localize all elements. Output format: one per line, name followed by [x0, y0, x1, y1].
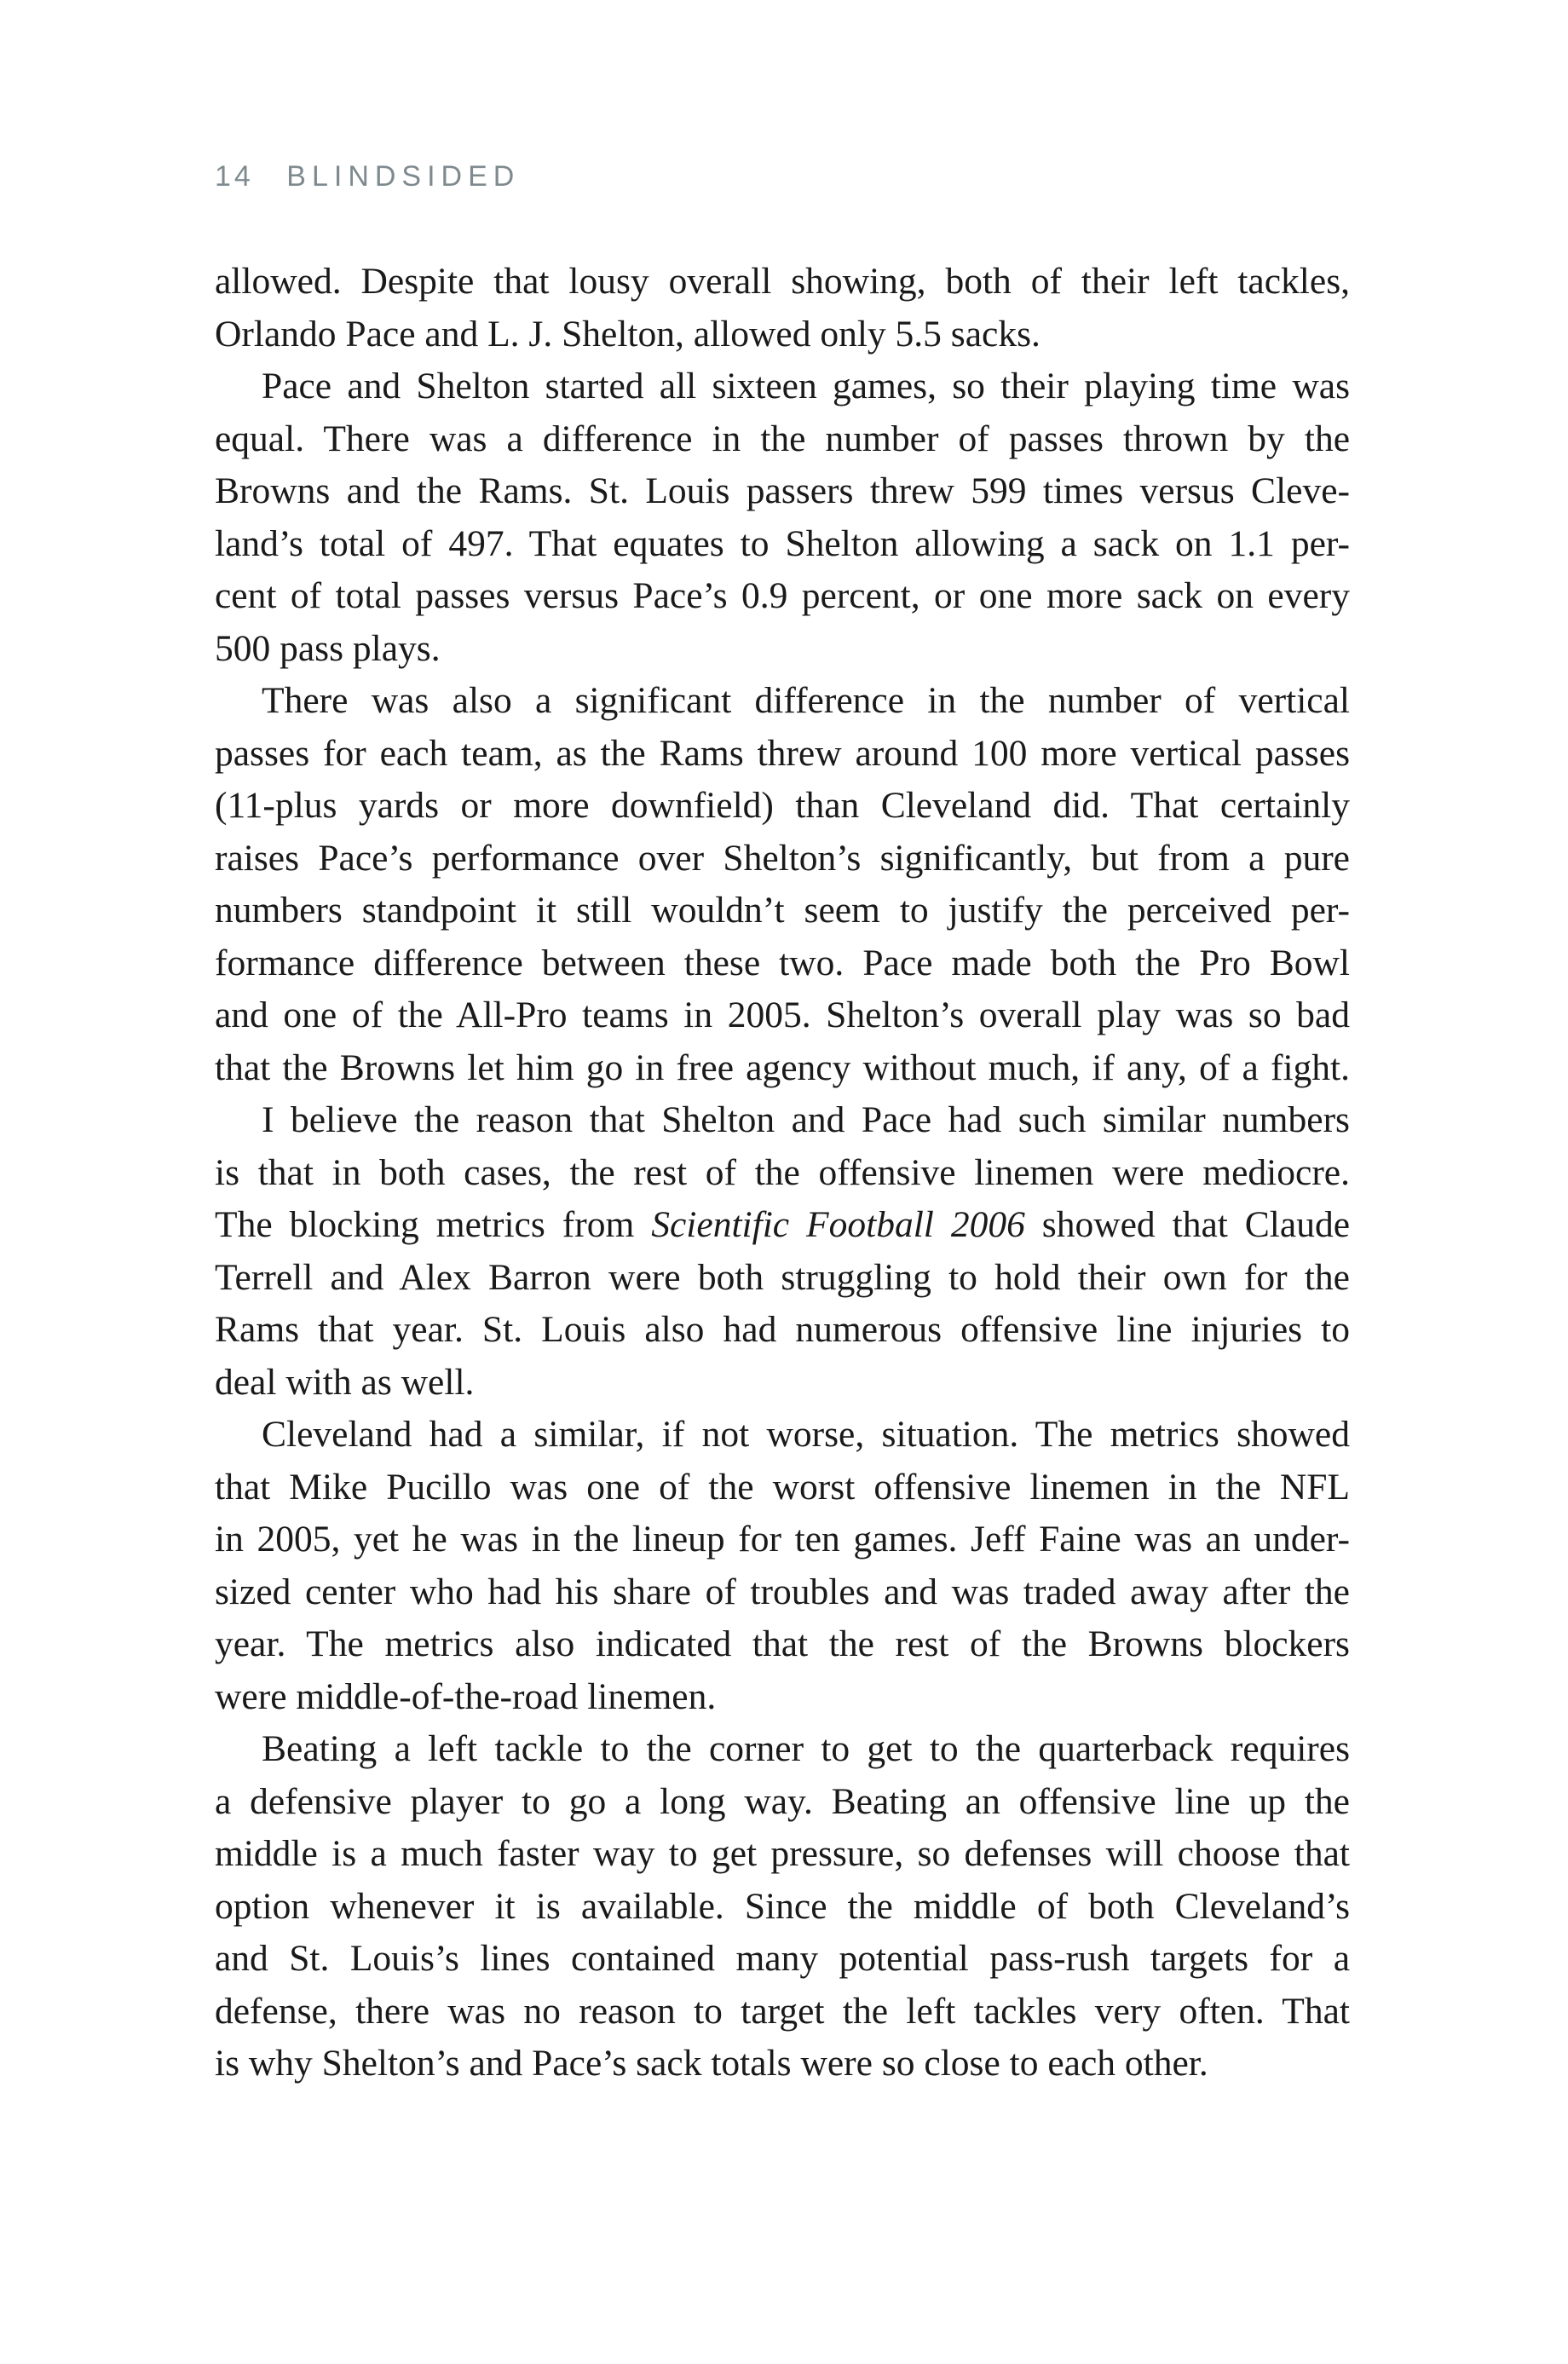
- text-line-with-title: [215, 1199, 1350, 1252]
- text-line: 500 pass plays.: [215, 627, 441, 669]
- text-line: raises Pace’s performance over Shelton’s significantly, but from a pure: [215, 837, 1350, 879]
- text-line: numbers standpoint it still wouldn’t seem to justify the perceived per-: [215, 890, 1350, 931]
- text-line: Cleveland had a similar, if not worse, situation. The metrics showed: [262, 1414, 1350, 1455]
- text-segment: The blocking metrics from: [215, 1204, 652, 1245]
- running-title: BLINDSIDED: [286, 160, 521, 193]
- text-line: Rams that year. St. Louis also had numerous offensive line injuries to: [215, 1309, 1350, 1350]
- paragraph-2: [215, 360, 1350, 675]
- text-line: Beating a left tackle to the corner to get to the quarterback requires: [262, 1728, 1350, 1769]
- book-title: Scientific Football 2006: [651, 1204, 1025, 1245]
- text-line: equal. There was a difference in the number of passes thrown by the: [215, 418, 1350, 459]
- paragraph-1: [215, 256, 1350, 360]
- text-line: year. The metrics also indicated that the rest of the Browns blockers: [215, 1623, 1350, 1664]
- paragraph-4: [215, 1094, 1350, 1409]
- text-line: that Mike Pucillo was one of the worst offensive linemen in the NFL: [215, 1466, 1350, 1508]
- text-line: deal with as well.: [215, 1361, 475, 1403]
- text-line: and one of the All-Pro teams in 2005. Shelton’s overall play was so bad: [215, 995, 1350, 1035]
- text-line: middle is a much faster way to get pressure, so defenses will choose that: [215, 1833, 1350, 1874]
- paragraph-5: [215, 1409, 1350, 1723]
- text-line: that the Browns let him go in free agency without much, if any, of a fight.: [215, 1047, 1350, 1088]
- text-line: allowed. Despite that lousy overall showing, both of their left tackles,: [215, 261, 1350, 302]
- text-line: Terrell and Alex Barron were both struggling to hold their own for the: [215, 1256, 1350, 1298]
- text-line: and St. Louis’s lines contained many potential pass-rush targets for a: [215, 1938, 1350, 1979]
- text-segment: showed that Claude: [1024, 1204, 1351, 1245]
- text-line: in 2005, yet he was in the lineup for ten games. Jeff Faine was an under-: [215, 1519, 1350, 1560]
- text-line: land’s total of 497. That equates to Shelton allowing a sack on 1.1 per-: [215, 522, 1350, 564]
- paragraph-6: [215, 1723, 1350, 2090]
- text-line: is that in both cases, the rest of the offensive linemen were mediocre.: [215, 1151, 1350, 1193]
- text-line: option whenever it is available. Since the middle of both Cleveland’s: [215, 1885, 1350, 1927]
- paragraph-3: [215, 675, 1350, 1094]
- text-line: defense, there was no reason to target the left tackles very often. That: [215, 1990, 1350, 2032]
- text-line: Pace and Shelton started all sixteen games, so their playing time was: [262, 366, 1350, 406]
- text-line: cent of total passes versus Pace’s 0.9 percent, or one more sack on every: [215, 575, 1350, 616]
- text-line: I believe the reason that Shelton and Pace had such similar numbers: [262, 1099, 1350, 1140]
- text-line: There was also a significant difference in the number of vertical: [262, 680, 1350, 721]
- text-line: formance difference between these two. Pace made both the Pro Bowl: [215, 942, 1350, 983]
- text-line: sized center who had his share of troubles and was traded away after the: [215, 1571, 1350, 1612]
- text-line: Orlando Pace and L. J. Shelton, allowed only 5.5 sacks.: [215, 313, 1041, 355]
- page-number: 14: [215, 160, 254, 193]
- text-line: is why Shelton’s and Pace’s sack totals were so close to each other.: [215, 2043, 1208, 2084]
- text-line: Browns and the Rams. St. Louis passers threw 599 times versus Cleve-: [215, 470, 1350, 511]
- text-line: passes for each team, as the Rams threw around 100 more vertical passes: [215, 732, 1350, 774]
- text-line: were middle-of-the-road linemen.: [215, 1675, 717, 1717]
- text-line: (11-plus yards or more downfield) than Cleveland did. That certainly: [215, 785, 1350, 826]
- text-line: a defensive player to go a long way. Beating an offensive line up the: [215, 1780, 1350, 1822]
- running-head: [215, 160, 520, 193]
- body-text: [215, 256, 1350, 2090]
